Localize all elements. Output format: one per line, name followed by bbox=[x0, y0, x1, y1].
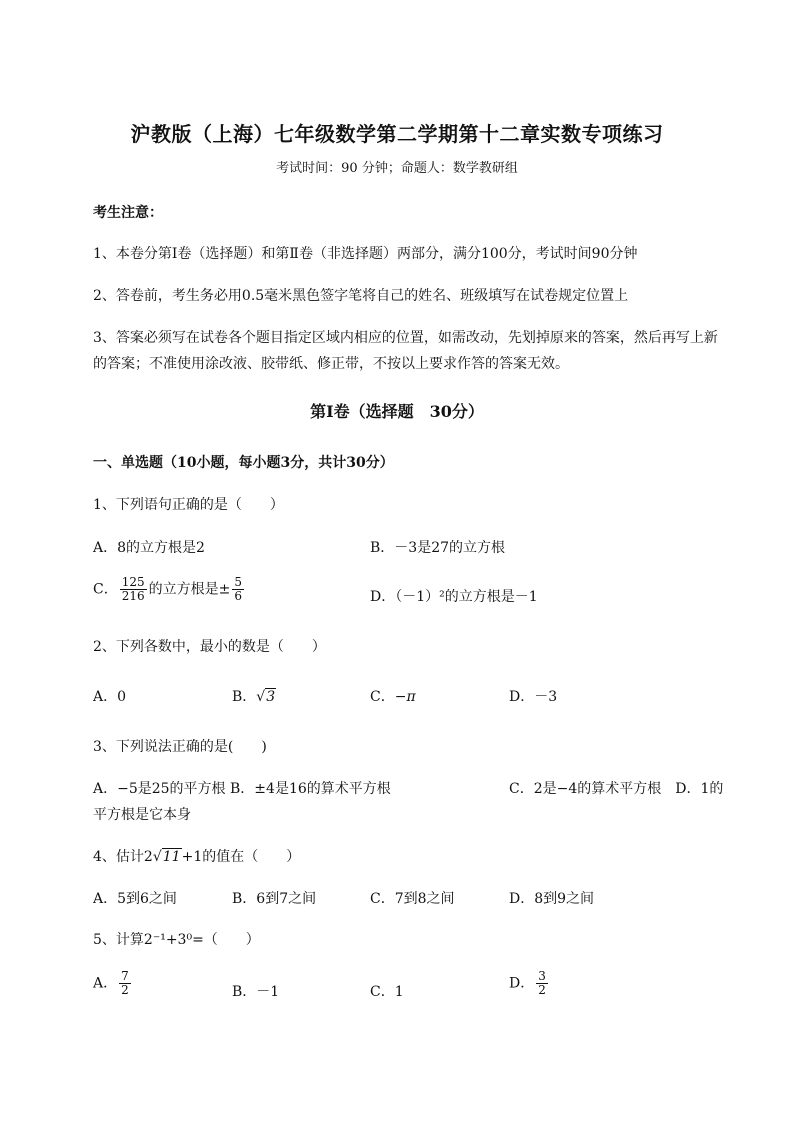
fraction-numerator: 7 bbox=[121, 969, 129, 983]
question-5-option-c: C．1 bbox=[370, 984, 404, 1000]
question-5-stem: 5、计算2⁻¹+3⁰=（ ） bbox=[93, 932, 260, 948]
option-c-text: 的立方根是± bbox=[148, 581, 231, 598]
question-4-option-a: A．5到6之间 bbox=[93, 891, 177, 907]
question-1-stem: 1、下列语句正确的是（ ） bbox=[93, 497, 284, 513]
fraction-denominator: 216 bbox=[121, 589, 145, 603]
question-1-option-c bbox=[93, 576, 246, 603]
question-2-stem: 2、下列各数中，最小的数是（ ） bbox=[93, 639, 326, 655]
question-3-options-line1b: C．2是−4的算术平方根 D．1的 bbox=[509, 781, 724, 797]
coefficient: 2 bbox=[143, 849, 153, 865]
radical-sign: √ bbox=[152, 849, 162, 865]
fraction-3-2 bbox=[536, 970, 548, 997]
notice-item-3: 3、答案必须写在试卷各个题目指定区域内相应的位置，如需改动，先划掉原来的答案，然后再写上新 bbox=[93, 330, 718, 346]
notice-item-2: 2、答卷前，考生务必用0.5毫米黑色签字笔将自己的姓名、班级填写在试卷规定位置上 bbox=[93, 288, 629, 304]
notice-item-3-cont: 的答案；不准使用涂改液、胶带纸、修正带，不按以上要求作答的答案无效。 bbox=[93, 356, 569, 372]
question-1-option-a: A．8的立方根是2 bbox=[93, 540, 205, 556]
fraction-denominator: 2 bbox=[538, 983, 546, 997]
option-d-prefix: D． bbox=[509, 975, 535, 992]
radicand: 3 bbox=[266, 689, 276, 705]
option-c-prefix: C． bbox=[370, 689, 395, 705]
question-5-option-d bbox=[509, 970, 550, 997]
fraction-7-2 bbox=[119, 970, 131, 997]
negative-pi: −π bbox=[394, 689, 416, 705]
section-title: 第I卷（选择题 30分） bbox=[310, 402, 484, 421]
fraction-numerator: 125 bbox=[121, 575, 145, 589]
notice-heading: 考生注意： bbox=[93, 205, 163, 221]
fraction-denominator: 2 bbox=[121, 983, 129, 997]
option-a-prefix: A． bbox=[93, 975, 118, 992]
question-4-stem bbox=[93, 846, 300, 866]
page-title: 沪教版（上海）七年级数学第二学期第十二章实数专项练习 bbox=[130, 122, 664, 146]
fraction-125-216 bbox=[120, 576, 147, 603]
question-4-option-b: B．6到7之间 bbox=[232, 891, 317, 907]
question-1-option-b: B．－3是27的立方根 bbox=[370, 540, 506, 556]
part-title: 一、单选题（10小题，每小题3分，共计30分） bbox=[93, 455, 394, 471]
question-1-option-d: D．（－1）²的立方根是－1 bbox=[370, 589, 538, 605]
radicand: 11 bbox=[162, 849, 181, 865]
option-b-prefix: B． bbox=[232, 689, 257, 705]
question-2-option-d: D．－3 bbox=[509, 689, 558, 705]
question-2-option-b bbox=[232, 686, 276, 706]
question-4-option-d: D．8到9之间 bbox=[509, 891, 595, 907]
question-4-option-c: C．7到8之间 bbox=[370, 891, 455, 907]
question-5-option-b: B．－1 bbox=[232, 984, 280, 1000]
option-c-prefix: C． bbox=[93, 581, 118, 598]
fraction-numerator: 3 bbox=[538, 969, 546, 983]
stem-suffix: +1的值在（ ） bbox=[181, 849, 301, 865]
question-3-options-line2: 平方根是它本身 bbox=[93, 807, 191, 823]
question-3-options-line1: A．−5是25的平方根 B．±4是16的算术平方根 bbox=[93, 781, 391, 797]
notice-item-1: 1、本卷分第I卷（选择题）和第Ⅱ卷（非选择题）两部分，满分100分，考试时间90分钟 bbox=[93, 246, 638, 262]
exam-info: 考试时间：90 分钟；命题人：数学教研组 bbox=[276, 161, 518, 176]
radical-sign: √ bbox=[256, 689, 266, 705]
question-2-option-a: A．0 bbox=[93, 689, 127, 705]
fraction-5-6 bbox=[232, 576, 244, 603]
stem-prefix: 4、估计 bbox=[93, 849, 144, 865]
question-2-option-c bbox=[370, 686, 416, 706]
question-5-option-a bbox=[93, 970, 133, 997]
fraction-numerator: 5 bbox=[234, 575, 242, 589]
question-3-stem: 3、下列说法正确的是( ) bbox=[93, 739, 267, 755]
fraction-denominator: 6 bbox=[234, 589, 242, 603]
